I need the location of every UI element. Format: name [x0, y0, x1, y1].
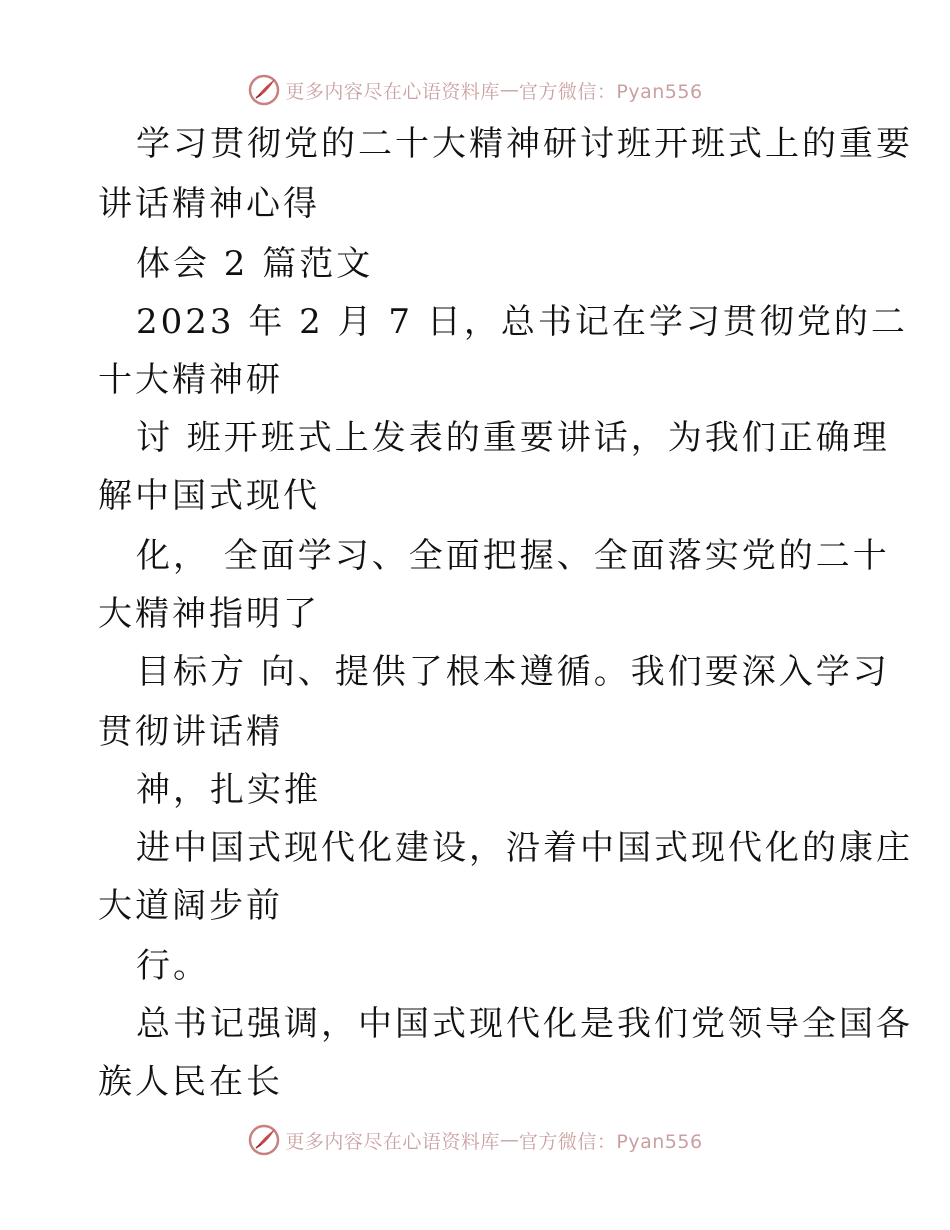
- text-line: 体会 2 篇范文: [136, 244, 374, 284]
- text-line: 总书记强调，中国式现代化是我们党领导全国各: [136, 1004, 913, 1044]
- text-line: 学习贯彻党的二十大精神研讨班开班式上的重要: [136, 124, 913, 164]
- text-line: 十大精神研: [98, 360, 283, 400]
- text-line: 大道阔步前: [98, 886, 283, 926]
- watermark-separator: —: [499, 1129, 519, 1151]
- text-line: 神，扎实推: [136, 770, 321, 810]
- text-line: 2023 年 2 月 7 日，总书记在学习贯彻党的二: [136, 302, 908, 342]
- text-line: 讨 班开班式上发表的重要讲话，为我们正确理: [136, 418, 890, 458]
- footer-watermark: [0, 1120, 950, 1160]
- quill-pen-logo-icon: [247, 73, 281, 107]
- text-line: 解中国式现代: [98, 476, 320, 516]
- text-line: 大精神指明了: [98, 594, 320, 634]
- text-line: 化， 全面学习、全面把握、全面落实党的二十: [136, 536, 890, 576]
- watermark-wechat-text: 官方微信：Pyan556: [518, 1130, 703, 1153]
- watermark-main-text: 更多内容尽在心语资料库: [285, 80, 500, 103]
- quill-pen-logo-icon: [247, 1123, 281, 1157]
- text-line: 族人民在长: [98, 1062, 283, 1102]
- watermark-separator: —: [499, 79, 519, 101]
- watermark-main-text: 更多内容尽在心语资料库: [285, 1130, 500, 1153]
- watermark-wechat-text: 官方微信：Pyan556: [518, 80, 703, 103]
- header-watermark: [0, 70, 950, 110]
- text-line: 目标方 向、提供了根本遵循。我们要深入学习: [136, 652, 890, 692]
- text-line: 行。: [136, 946, 210, 986]
- text-line: 进中国式现代化建设，沿着中国式现代化的康庄: [136, 828, 913, 868]
- text-line: 讲话精神心得: [98, 184, 320, 224]
- text-line: 贯彻讲话精: [98, 712, 283, 752]
